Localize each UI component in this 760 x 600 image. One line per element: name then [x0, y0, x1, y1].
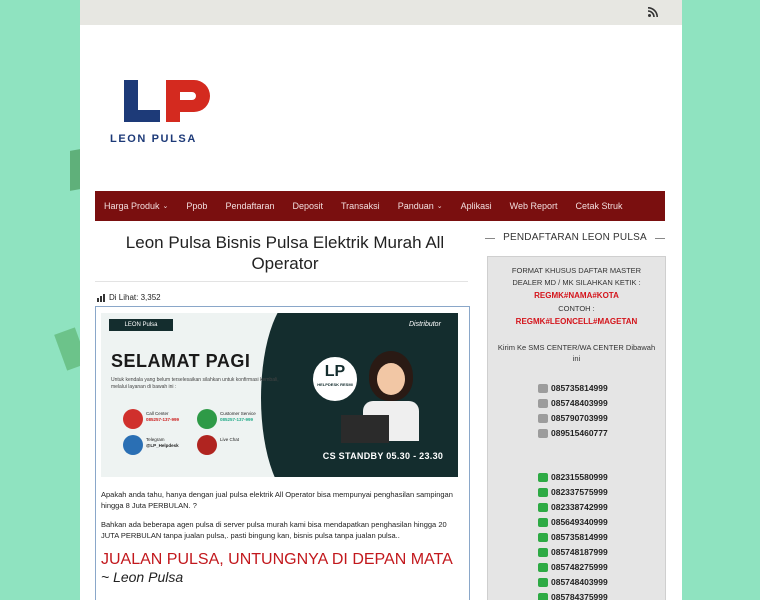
- background-decoration: [70, 149, 80, 191]
- live-chat-label: Live Chat: [220, 437, 240, 442]
- whatsapp-icon: [538, 503, 548, 512]
- call-center-number: 085257-137-999: [146, 417, 180, 422]
- nav-item-transaksi[interactable]: [332, 191, 389, 221]
- phone-icon: [538, 429, 548, 438]
- nav-item-aplikasi[interactable]: [452, 191, 501, 221]
- sidebar-title: PENDAFTARAN LEON PULSA: [485, 232, 665, 243]
- bar-chart-icon: [97, 294, 105, 302]
- phone-icon: [538, 414, 548, 423]
- call-center-label: Call Center: [146, 411, 169, 416]
- post-title: Leon Pulsa Bisnis Pulsa Elektrik Murah All Operator: [125, 233, 445, 273]
- example-label: CONTOH :: [558, 304, 595, 313]
- wa-number-row[interactable]: [538, 486, 608, 498]
- wa-number: 085748187999: [551, 547, 608, 557]
- telegram-icon: [123, 435, 143, 455]
- nav-item-pendaftaran[interactable]: [216, 191, 283, 221]
- nav-label: Cetak Struk: [575, 201, 623, 211]
- telegram-handle: @LP_Helpdesk: [146, 443, 179, 448]
- nav-item-harga-produk[interactable]: [95, 191, 177, 221]
- top-bar: [80, 0, 682, 25]
- nav-label: Transaksi: [341, 201, 380, 211]
- sms-number: 085748403999: [551, 398, 608, 408]
- chat-icon: [197, 435, 217, 455]
- wa-number-row[interactable]: [538, 471, 608, 483]
- format-line: DEALER MD / MK SILAHKAN KETIK :: [512, 278, 641, 287]
- post-content: [95, 306, 470, 600]
- sms-number: 089515460777: [551, 428, 608, 438]
- wa-number: 085735814999: [551, 532, 608, 542]
- telegram-label: Telegram: [146, 437, 165, 442]
- signature: ~ Leon Pulsa: [101, 569, 184, 585]
- wa-number-row[interactable]: [538, 531, 608, 543]
- customer-service-info: [220, 411, 256, 423]
- promo-banner: [101, 313, 458, 477]
- wa-number: 085649340999: [551, 517, 608, 527]
- nav-item-ppob[interactable]: [177, 191, 216, 221]
- sms-number-row[interactable]: [538, 427, 608, 439]
- wa-number-row[interactable]: [538, 516, 608, 528]
- nav-label: Web Report: [509, 201, 558, 211]
- example-code: REGMK#LEONCELL#MAGETAN: [515, 317, 638, 326]
- cs-standby-hours: CS STANDBY 05.30 - 23.30: [322, 451, 444, 461]
- registration-widget: [487, 256, 666, 600]
- wa-number: 082315580999: [551, 472, 608, 482]
- nav-item-deposit[interactable]: [283, 191, 332, 221]
- wa-number: 085748403999: [551, 577, 608, 587]
- sms-number: 085790703999: [551, 413, 608, 423]
- lp-helpdesk-badge: [311, 355, 359, 403]
- phone-icon: [538, 384, 548, 393]
- logo-text: LEON PULSA: [110, 133, 197, 145]
- whatsapp-icon: [538, 593, 548, 600]
- whatsapp-icon: [538, 518, 548, 527]
- view-count: [97, 293, 161, 302]
- paragraph: Apakah anda tahu, hanya dengan jual pulsa elektrik All Operator bisa mempunyai penghasilan sampingan hingga 8 Juta PERBULAN. ?: [101, 490, 453, 510]
- wa-number: 085748275999: [551, 562, 608, 572]
- sms-instruction: Kirim Ke SMS CENTER/WA CENTER Dibawah: [497, 343, 656, 352]
- wa-number-row[interactable]: [538, 501, 608, 513]
- divider: [95, 281, 468, 282]
- format-line: FORMAT KHUSUS DAFTAR MASTER: [511, 266, 642, 275]
- wa-number-row[interactable]: [538, 591, 608, 600]
- wa-number-row[interactable]: [538, 576, 608, 588]
- sms-instruction: ini: [572, 354, 581, 363]
- nav-label: Ppob: [186, 201, 208, 211]
- phone-icon: [538, 399, 548, 408]
- page-container: [80, 0, 682, 600]
- nav-label: Panduan: [397, 201, 434, 211]
- whatsapp-icon: [538, 488, 548, 497]
- wa-number-row[interactable]: [538, 546, 608, 558]
- phone-icon: [123, 409, 143, 429]
- nav-label: Harga Produk: [104, 201, 160, 211]
- chevron-down-icon: ⌄: [162, 203, 169, 210]
- wa-number: 082337575999: [551, 487, 608, 497]
- sms-number: 085735814999: [551, 383, 608, 393]
- distributor-label: Distributor: [409, 321, 441, 328]
- sms-number-row[interactable]: [538, 382, 608, 394]
- chevron-down-icon: ⌄: [436, 203, 443, 210]
- format-code: REGMK#NAMA#KOTA: [534, 291, 619, 300]
- nav-item-cetak-struk[interactable]: [566, 191, 631, 221]
- logo-lp-icon: [120, 76, 220, 126]
- nav-label: Deposit: [292, 201, 323, 211]
- nav-label: Aplikasi: [460, 201, 492, 211]
- laptop-icon: [341, 415, 389, 443]
- lp-badge-text: LP: [324, 363, 346, 380]
- call-center-info: [146, 411, 179, 423]
- paragraph: Bahkan ada beberapa agen pulsa di server pulsa murah kami bisa mendapatkan penghasilan hingga 20 JUTA PERBULAN tanpa jualan pulsa,. pasti bingung kan, bisnis pulsa tanpa jualan pulsa..: [101, 520, 447, 540]
- main-nav: [95, 191, 665, 221]
- wa-number-row[interactable]: [538, 561, 608, 573]
- lp-badge-sub: HELPDESK RESMI: [317, 382, 353, 387]
- nav-label: Pendaftaran: [225, 201, 275, 211]
- sms-number-row[interactable]: [538, 397, 608, 409]
- customer-service-label: Customer Service: [220, 411, 256, 416]
- cs-agent-face: [377, 363, 405, 395]
- headline: JUALAN PULSA, UNTUNGNYA DI DEPAN MATA: [101, 551, 453, 568]
- nav-item-panduan[interactable]: [389, 191, 452, 221]
- whatsapp-icon: [538, 548, 548, 557]
- whatsapp-icon: [538, 563, 548, 572]
- whatsapp-icon: [538, 578, 548, 587]
- banner-subtitle: Untuk kendala yang belum terselesaikan silahkan untuk konfirmasi kembali, melalui layanan di bawah ini :: [111, 377, 279, 390]
- telegram-info: [146, 437, 179, 449]
- whatsapp-icon: [197, 409, 217, 429]
- whatsapp-icon: [538, 473, 548, 482]
- banner-title: SELAMAT PAGI: [111, 351, 251, 371]
- live-chat-info: [220, 437, 239, 443]
- whatsapp-icon: [538, 533, 548, 542]
- views-label: Di Lihat: 3,352: [109, 293, 161, 302]
- wa-number: 082338742999: [551, 502, 608, 512]
- nav-item-web-report[interactable]: [501, 191, 567, 221]
- rss-icon[interactable]: [648, 7, 658, 17]
- sms-number-row[interactable]: [538, 412, 608, 424]
- site-logo[interactable]: [110, 76, 230, 148]
- banner-brand: LEON Pulsa: [109, 319, 173, 331]
- wa-number: 085784375999: [551, 592, 608, 600]
- customer-service-number: 085257-137-999: [220, 417, 254, 422]
